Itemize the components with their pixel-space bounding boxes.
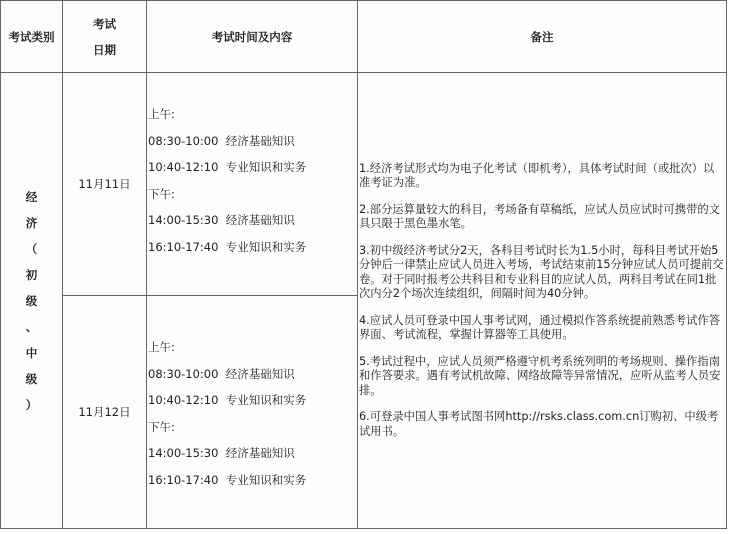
- category-cell: [0, 72, 63, 529]
- schedule-line: 16:10-17:40 专业知识和实务: [148, 239, 307, 254]
- schedule-cell: [146, 72, 358, 296]
- schedule-line: 上午:: [148, 340, 175, 354]
- header-content: 考试时间及内容: [146, 0, 358, 73]
- header-date-line2: 日期: [93, 42, 116, 57]
- category-char: （: [25, 241, 38, 256]
- schedule-line: 下午:: [148, 186, 175, 201]
- category-char: 级: [25, 293, 38, 308]
- date-cell: 11月11日: [62, 72, 147, 296]
- date-cell: 11月12日: [62, 295, 147, 529]
- category-char: 初: [25, 267, 38, 282]
- note-item: 2.部分运算量较大的科目，考场备有草稿纸，应试人员应试时可携带的文具只限于黑色墨水笔。: [359, 202, 720, 231]
- note-item: 6.可登录中国人事考试图书网http://rsks.class.com.cn订购初、中级考试用书。: [359, 410, 719, 438]
- header-date: [62, 0, 147, 73]
- schedule-line: 08:30-10:00 经济基础知识: [148, 366, 295, 381]
- schedule-line: 14:00-15:30 经济基础知识: [148, 213, 295, 227]
- schedule-cell: [146, 295, 358, 529]
- note-item: 4.应试人员可登录中国人事考试网，通过模拟作答系统提前熟悉考试作答界面、考试流程，掌握计算器等工具使用。: [359, 313, 720, 342]
- header-category: 考试类别: [0, 0, 63, 73]
- category-char: 中: [25, 345, 38, 360]
- category-char: 经: [25, 189, 38, 204]
- schedule-line: 08:30-10:00 经济基础知识: [148, 133, 295, 148]
- category-char: 级: [25, 371, 38, 386]
- schedule-line: 上午:: [148, 107, 175, 121]
- category-char: ）: [25, 397, 38, 412]
- header-date-line1: 考试: [93, 16, 116, 31]
- note-item: 5.考试过程中，应试人员须严格遵守机考系统列明的考场规则、操作指南和作答要求。遇有考试机故障、网络故障等异常情况，应听从监考人员安排。: [359, 354, 721, 397]
- schedule-line: 14:00-15:30 经济基础知识: [148, 446, 295, 460]
- header-notes: 备注: [357, 0, 727, 73]
- note-item: 3.初中级经济考试分2天，各科目考试时长为1.5小时，每科目考试开始5分钟后一律禁止应试人员进入考场，考试结束前15分钟应试人员可提前交卷。对于同时报考公共科目和专业科目的应试人员，两科目考试在同1批次内分2个场次连续组织，间隔时间为40分钟。: [359, 243, 724, 301]
- schedule-line: 下午:: [148, 419, 175, 434]
- note-item: 1.经济考试形式均为电子化考试（即机考），具体考试时间（或批次）以准考证为准。: [359, 161, 715, 190]
- category-char: 、: [25, 319, 38, 334]
- schedule-line: 10:40-12:10 专业知识和实务: [148, 393, 307, 407]
- notes-cell: [357, 72, 727, 529]
- category-char: 济: [25, 215, 38, 230]
- schedule-line: 10:40-12:10 专业知识和实务: [148, 160, 307, 174]
- schedule-line: 16:10-17:40 专业知识和实务: [148, 472, 307, 487]
